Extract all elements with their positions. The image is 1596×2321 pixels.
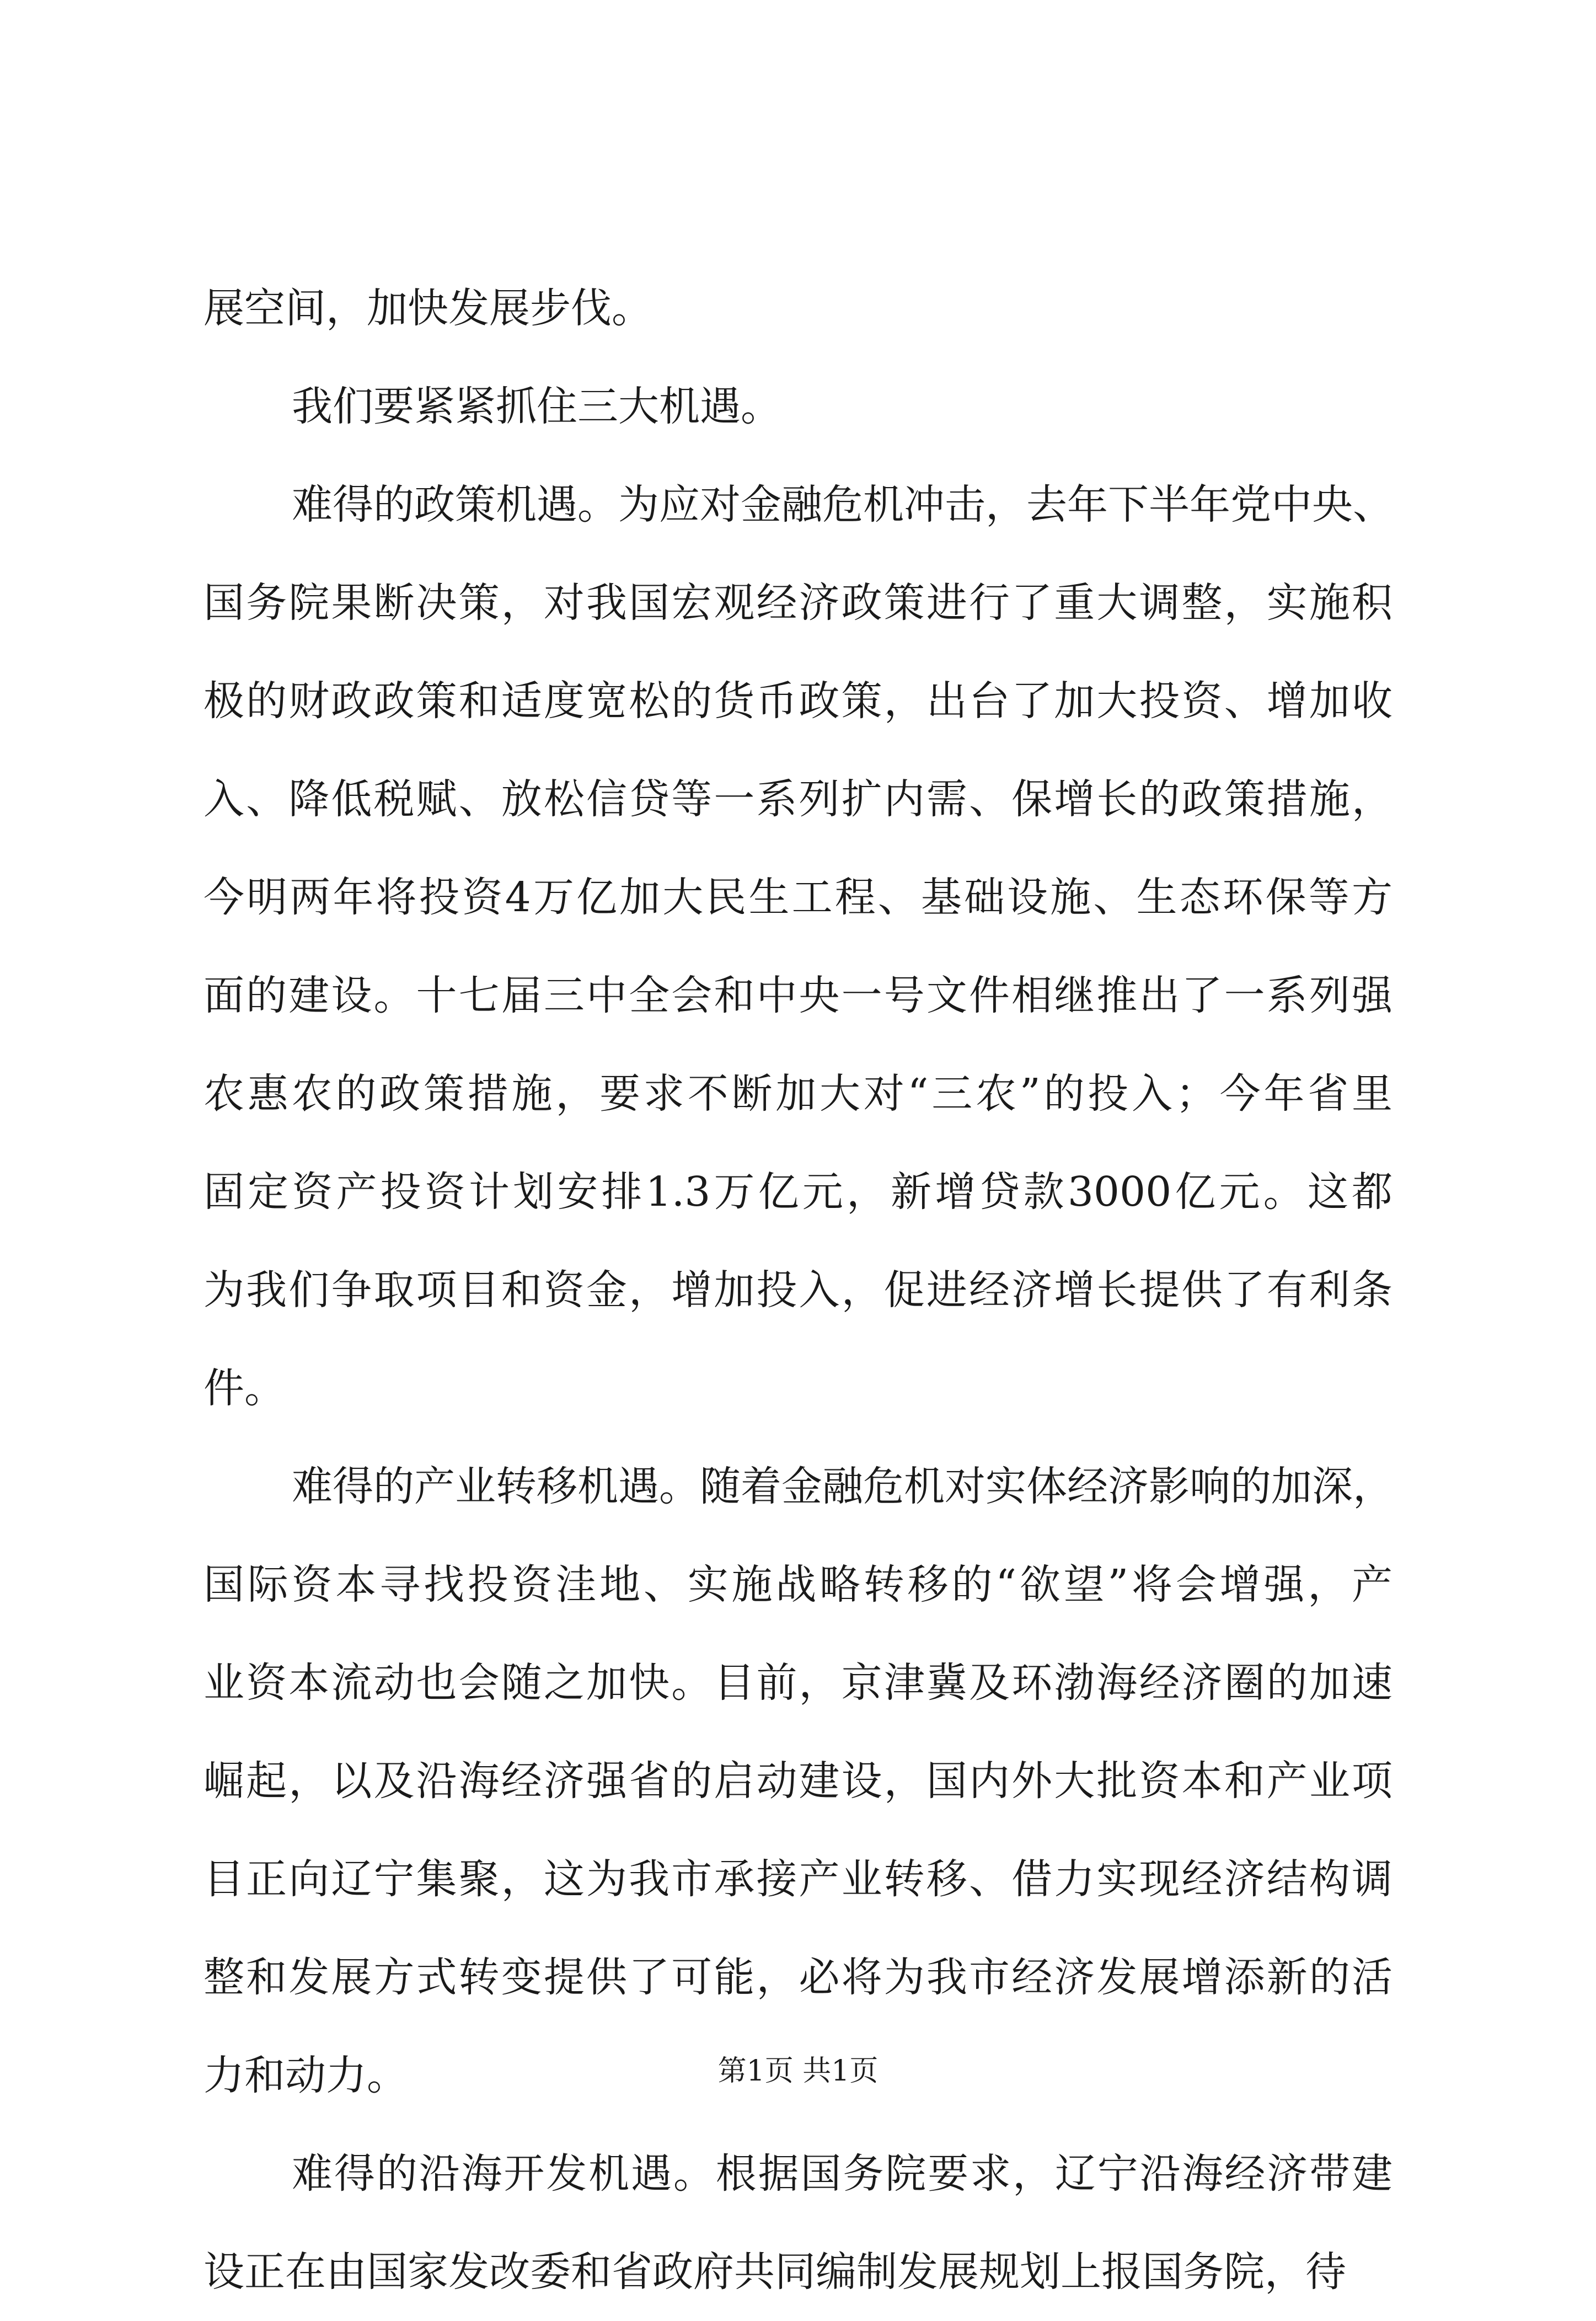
text-line: 今明两年将投资4万亿加大民生工程、基础设施、生态环保等方 [203,874,1393,921]
text-line: 极的财政政策和适度宽松的货币政策，出台了加大投资、增加收 [203,677,1393,725]
text-line: 业资本流动也会随之加快。目前，京津冀及环渤海经济圈的加速 [203,1659,1393,1707]
text-line: 难得的政策机遇。为应对金融危机冲击，去年下半年党中央、 [292,481,1394,528]
paragraph [203,2125,1393,2321]
text-line: 力和动力。 [203,2052,408,2099]
text-line: 难得的沿海开发机遇。根据国务院要求，辽宁沿海经济带建 [292,2150,1393,2197]
text-line: 农惠农的政策措施，要求不断加大对“三农”的投入；今年省里 [203,1070,1393,1117]
paragraph [203,456,1393,1437]
text-line: 我们要紧紧抓住三大机遇。 [292,383,781,430]
text-line: 难得的产业转移机遇。随着金融危机对实体经济影响的加深， [292,1463,1394,1510]
text-line: 展空间，加快发展步伐。 [203,285,652,332]
page-number-label: 第1页 共1页 [717,2055,879,2088]
text-line: 国际资本寻找投资洼地、实施战略转移的“欲望”将会增强，产 [203,1561,1393,1608]
text-line: 面的建设。十七届三中全会和中央一号文件相继推出了一系列强 [203,972,1393,1019]
paragraph [203,357,1393,456]
document-body [203,259,1393,2321]
text-line: 整和发展方式转变提供了可能，必将为我市经济发展增添新的活 [203,1954,1393,2001]
text-line: 件。 [203,1365,285,1412]
text-line: 目正向辽宁集聚，这为我市承接产业转移、借力实现经济结构调 [203,1855,1393,1903]
text-line: 入、降低税赋、放松信贷等一系列扩内需、保增长的政策措施， [203,776,1393,823]
text-line: 设正在由国家发改委和省政府共同编制发展规划上报国务院，待 [203,2248,1346,2296]
page-footer [0,2052,1596,2090]
text-line: 固定资产投资计划安排1.3万亿元，新增贷款3000亿元。这都 [203,1168,1393,1216]
text-line: 国务院果断决策，对我国宏观经济政策进行了重大调整，实施积 [203,579,1393,627]
text-line: 为我们争取项目和资金，增加投入，促进经济增长提供了有利条 [203,1266,1393,1314]
paragraph [203,1437,1393,2125]
paragraph [203,259,1393,357]
text-line: 崛起，以及沿海经济强省的启动建设，国内外大批资本和产业项 [203,1757,1393,1805]
